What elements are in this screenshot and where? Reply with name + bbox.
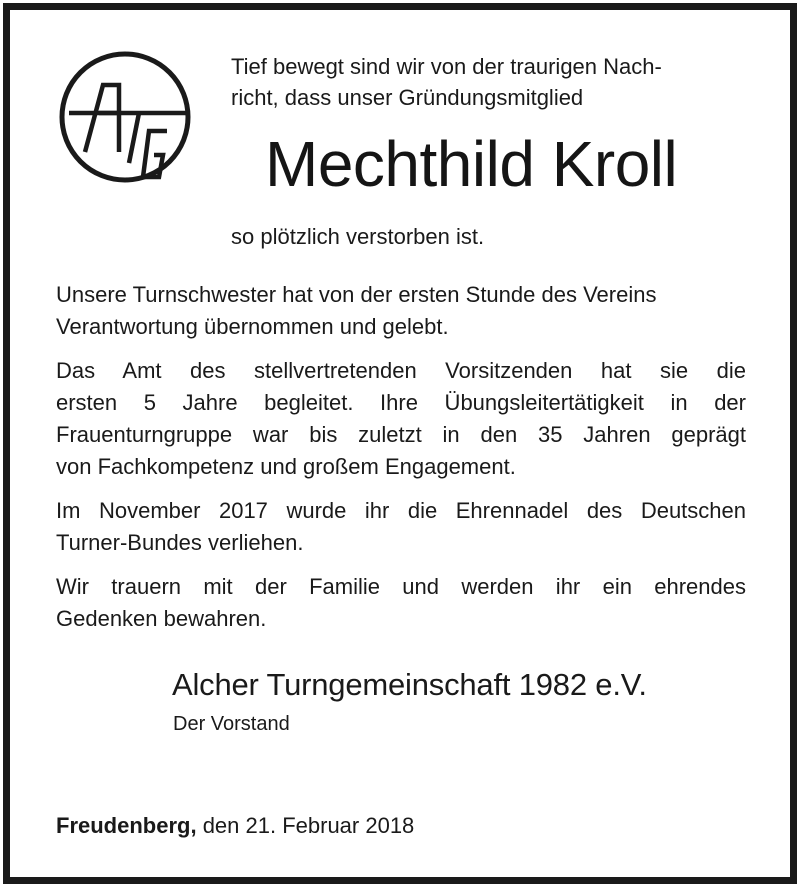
date: den 21. Februar 2018 — [196, 813, 415, 838]
city: Freudenberg, — [56, 813, 197, 838]
paragraph-line: Wir trauern mit der Familie und werden ihr ein ehrendes — [56, 574, 746, 599]
paragraph — [56, 279, 746, 343]
deceased-name: Mechthild Kroll — [265, 128, 678, 200]
paragraph-line: Das Amt des stellvertretenden Vorsitzenden hat sie die — [56, 358, 746, 383]
paragraph — [56, 495, 746, 559]
intro-line: richt, dass unser Gründungsmitglied — [231, 85, 584, 110]
intro-line: Tief bewegt sind wir von der traurigen Nach- — [231, 54, 662, 79]
atg-club-logo — [55, 47, 195, 187]
paragraph-line: Verantwortung übernommen und gelebt. — [56, 314, 449, 339]
paragraph-line: Unsere Turnschwester hat von der ersten Stunde des Vereins — [56, 282, 657, 307]
paragraph-line: Turner-Bundes verliehen. — [56, 530, 304, 555]
paragraph — [56, 355, 746, 483]
paragraph-line: ersten 5 Jahre begleitet. Ihre Übungsleitertätigkeit in der — [56, 390, 746, 415]
paragraph-line: Frauenturngruppe war bis zuletzt in den 35 Jahren geprägt — [56, 422, 746, 447]
obituary-body — [56, 279, 746, 647]
paragraph-line: Im November 2017 wurde ihr die Ehrennadel des Deutschen — [56, 498, 746, 523]
paragraph-line: von Fachkompetenz und großem Engagement. — [56, 454, 516, 479]
intro-text — [231, 51, 746, 113]
paragraph-line: Gedenken bewahren. — [56, 606, 267, 631]
place-date — [56, 810, 414, 841]
deceased-suffix: so plötzlich verstorben ist. — [231, 224, 485, 249]
paragraph — [56, 571, 746, 635]
board-signature: Der Vorstand — [173, 713, 290, 735]
club-name: Alcher Turngemeinschaft 1982 e.V. — [172, 667, 647, 702]
